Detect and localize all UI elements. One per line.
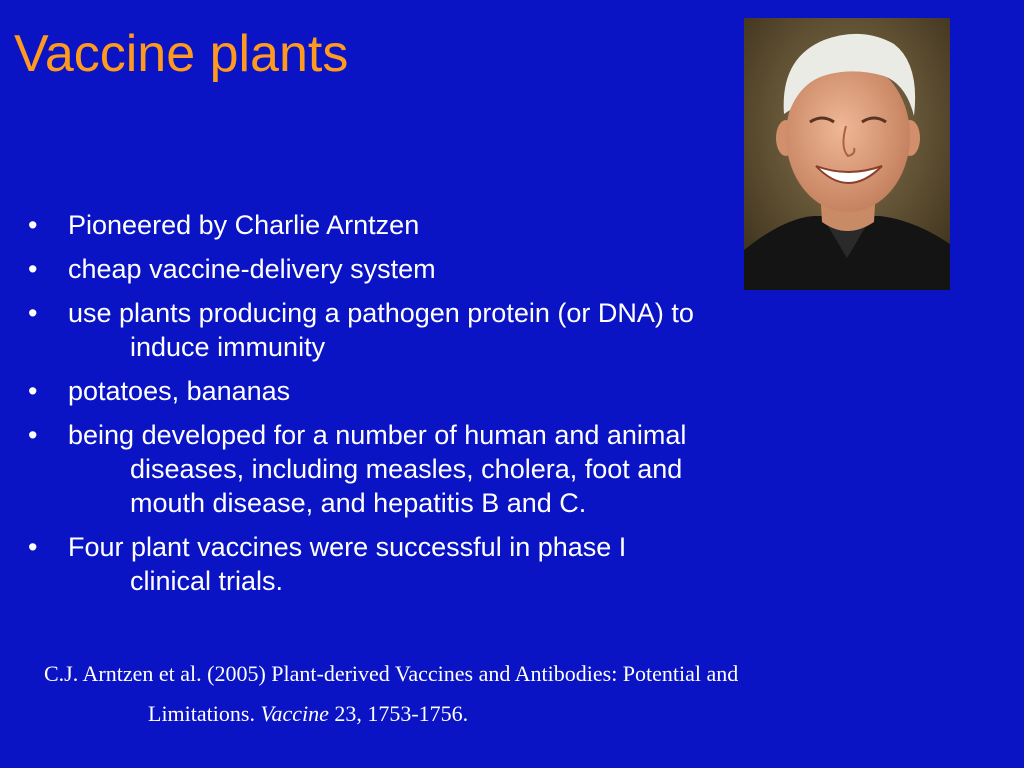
citation <box>44 654 984 734</box>
bullet-icon: • <box>28 298 38 328</box>
citation-suffix: 23, 1753-1756. <box>328 701 469 726</box>
list-item <box>28 374 898 408</box>
bullet-text: use plants producing a pathogen protein (or DNA) to <box>68 298 694 328</box>
citation-line-1: C.J. Arntzen et al. (2005) Plant-derived Vaccines and Antibodies: Potential and <box>44 661 739 686</box>
list-item <box>28 208 898 242</box>
bullet-text-continuation: induce immunity <box>130 332 326 362</box>
bullet-text: cheap vaccine-delivery system <box>68 254 436 284</box>
bullet-text: potatoes, bananas <box>68 376 291 406</box>
bullet-text-continuation: mouth disease, and hepatitis B and C. <box>130 488 587 518</box>
list-item <box>28 530 898 598</box>
bullet-icon: • <box>28 254 38 284</box>
citation-line-2 <box>44 694 984 734</box>
bullet-icon: • <box>28 532 38 562</box>
list-item <box>28 418 898 520</box>
bullet-icon: • <box>28 420 38 450</box>
citation-prefix: Limitations. <box>148 701 261 726</box>
bullet-text-continuation: diseases, including measles, cholera, foot and <box>130 454 683 484</box>
list-item <box>28 252 898 286</box>
bullet-icon: • <box>28 376 38 406</box>
citation-journal: Vaccine <box>260 701 329 726</box>
list-item <box>28 296 898 364</box>
bullet-text: Pioneered by Charlie Arntzen <box>68 210 420 240</box>
bullet-list <box>28 208 898 608</box>
bullet-text: being developed for a number of human and animal <box>68 420 687 450</box>
bullet-text-continuation: clinical trials. <box>130 566 284 596</box>
slide-title: Vaccine plants <box>14 25 349 83</box>
bullet-text: Four plant vaccines were successful in phase I <box>68 532 627 562</box>
bullet-icon: • <box>28 210 38 240</box>
